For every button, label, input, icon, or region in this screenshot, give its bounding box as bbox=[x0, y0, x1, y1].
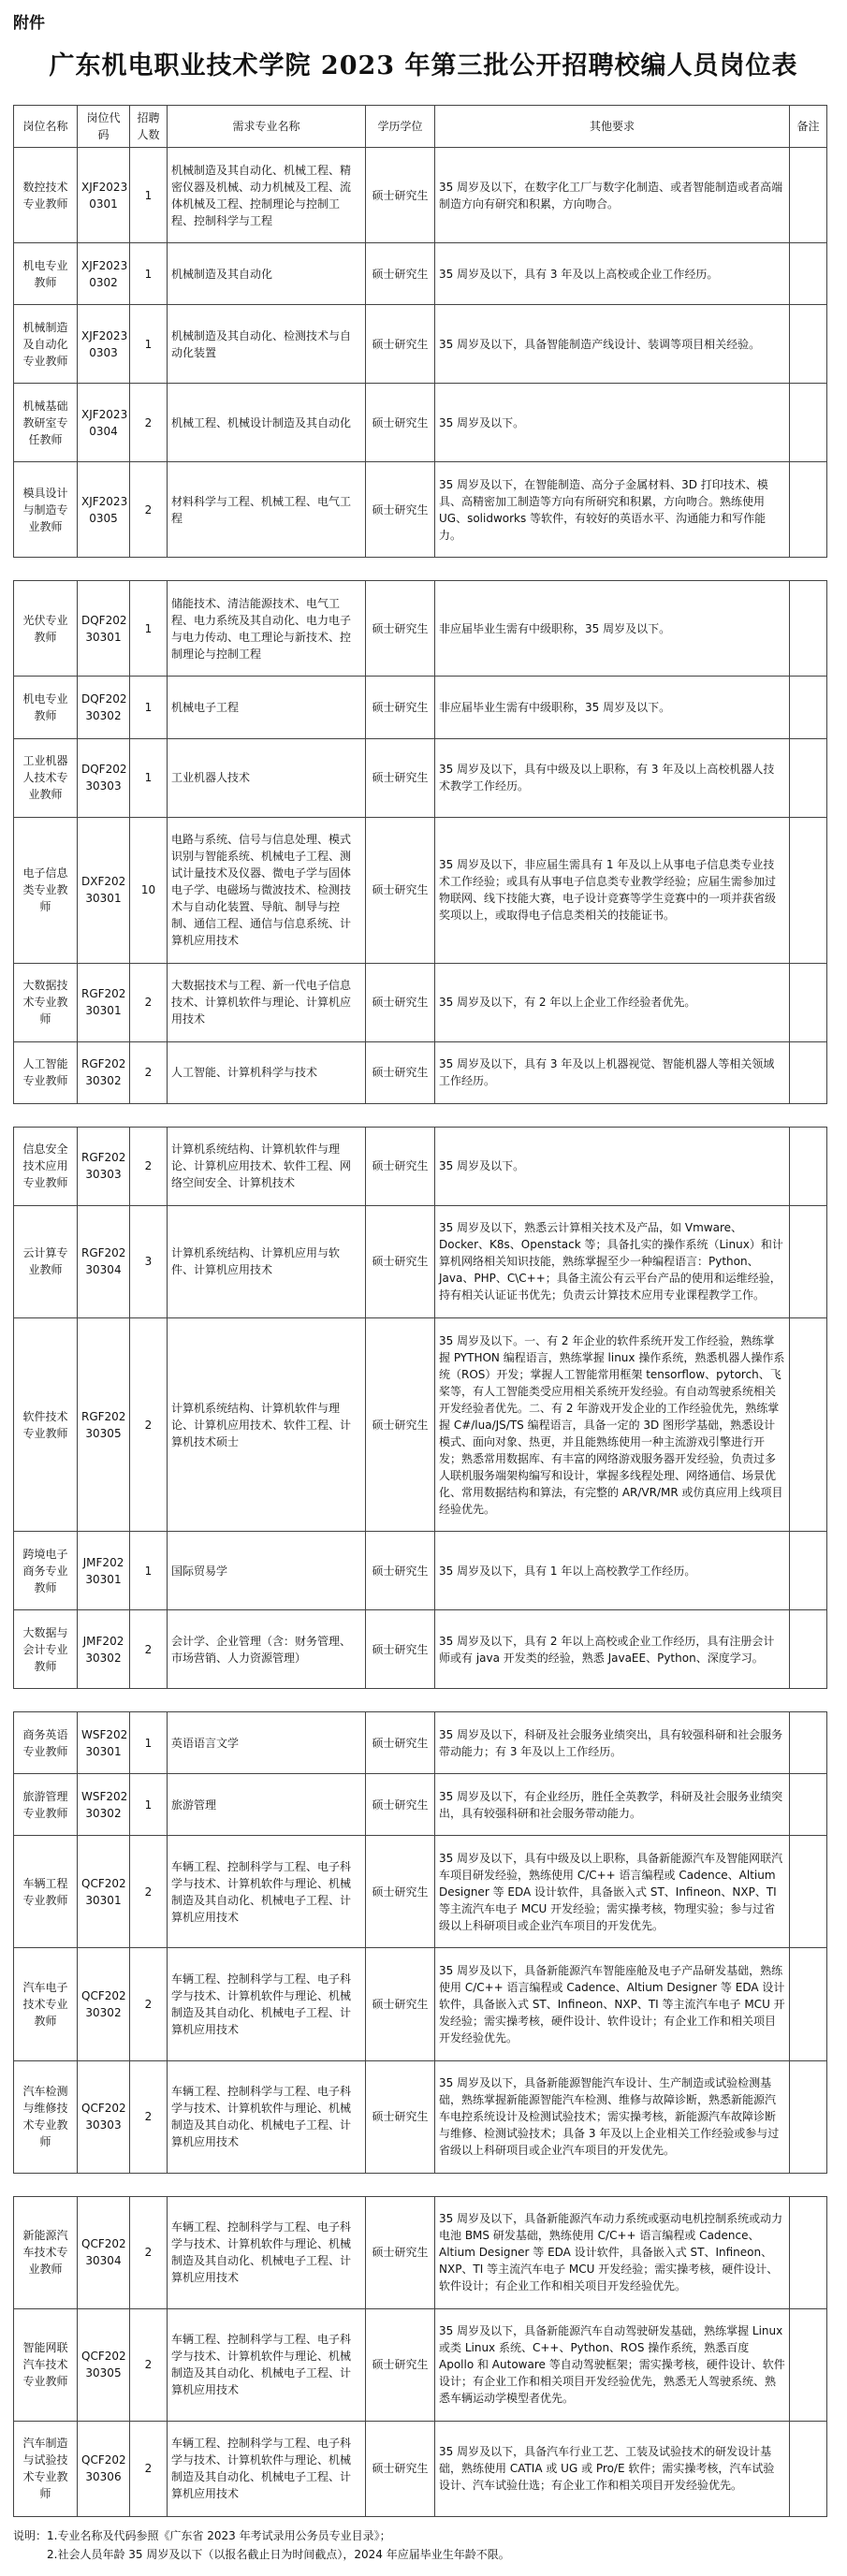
table-row bbox=[14, 963, 827, 1041]
cell-position-code: XJF2023 0303 bbox=[78, 305, 130, 384]
table-row bbox=[14, 677, 827, 738]
cell-position-name: 车辆工程专业教师 bbox=[14, 1836, 78, 1948]
footer-note-1: 说明：1.专业名称及代码参照《广东省 2023 年考试录用公务员专业目录》； bbox=[13, 2529, 391, 2542]
table-row bbox=[14, 738, 827, 817]
cell-notes bbox=[790, 1712, 827, 1774]
cell-position-code: QCF202 30303 bbox=[78, 2060, 130, 2173]
cell-headcount: 2 bbox=[130, 2060, 168, 2173]
cell-position-code: RGF202 30304 bbox=[78, 1205, 130, 1317]
cell-position-name: 新能源汽车技术专业教师 bbox=[14, 2196, 78, 2308]
table-row bbox=[14, 581, 827, 677]
cell-major: 车辆工程、控制科学与工程、电子科学与技术、计算机软件与理论、机械制造及其自动化、机械电子工程、计算机应用技术 bbox=[168, 1948, 366, 2060]
cell-headcount: 1 bbox=[130, 1532, 168, 1610]
cell-position-code: QCF202 30301 bbox=[78, 1836, 130, 1948]
cell-position-code: XJF2023 0304 bbox=[78, 384, 130, 462]
cell-notes bbox=[790, 738, 827, 817]
cell-notes bbox=[790, 677, 827, 738]
cell-requirements: 35 周岁及以下，有企业经历，胜任全英教学，科研及社会服务业绩突出，具有较强科研和社会服务带动能力。 bbox=[435, 1774, 790, 1836]
cell-major: 计算机系统结构、计算机软件与理论、计算机应用技术、软件工程、计算机技术硕士 bbox=[168, 1318, 366, 1532]
cell-notes bbox=[790, 1836, 827, 1948]
cell-position-code: WSF202 30302 bbox=[78, 1774, 130, 1836]
cell-requirements: 35 周岁及以下，具有中级及以上职称，具备新能源汽车及智能网联汽车项目研发经验，熟练使用 C/C++ 语言编程或 Cadence、Altium Designer 等 EDA 设计软件，具备嵌入式 ST、Infineon、NXP、TI 等主流汽车电子 MCU 开发经验；需实操考核，物理实验；参与过省级以上科研项目或企业汽车项目的开发优先。 bbox=[435, 1836, 790, 1948]
cell-degree: 硕士研究生 bbox=[366, 1318, 435, 1532]
cell-headcount: 1 bbox=[130, 677, 168, 738]
cell-degree: 硕士研究生 bbox=[366, 1041, 435, 1103]
cell-degree: 硕士研究生 bbox=[366, 1610, 435, 1689]
header-requirements: 其他要求 bbox=[435, 106, 790, 148]
cell-headcount: 2 bbox=[130, 2308, 168, 2421]
cell-position-code: DQF202 30302 bbox=[78, 677, 130, 738]
table-row bbox=[14, 817, 827, 963]
cell-requirements: 35 周岁及以下，在数字化工厂与数字化制造、或者智能制造或者高端制造方向有研究和积累，方向吻合。 bbox=[435, 148, 790, 243]
cell-requirements: 35 周岁及以下，具有 3 年及以上高校或企业工作经历。 bbox=[435, 243, 790, 305]
cell-headcount: 3 bbox=[130, 1205, 168, 1317]
cell-notes bbox=[790, 2196, 827, 2308]
cell-degree: 硕士研究生 bbox=[366, 738, 435, 817]
cell-requirements: 35 周岁及以下，熟悉云计算相关技术及产品，如 Vmware、Docker、K8s、Openstack 等；具备扎实的操作系统（Linux）和计算机网络相关知识技能，熟练掌握至少一种编程语言：Python、Java、PHP、C\C++；具备主流公有云平台产品的使用和运维经验，持有相关认证证书优先；负责云计算技术应用专业课程教学工作。 bbox=[435, 1205, 790, 1317]
cell-requirements: 35 周岁及以下。一、有 2 年企业的软件系统开发工作经验，熟练掌握 PYTHON 编程语言，熟练掌握 linux 操作系统，熟悉机器人操作系统（ROS）开发；掌握人工智能常用框架 tensorflow、pytorch、飞桨等，有人工智能类受应用相关系统开发经验。有自动驾驶系统相关开发经验者优先。二、有 2 年游戏开发企业的工作经验优先，熟练掌握 C#/lua/JS/TS 编程语言，具备一定的 3D 图形学基础，熟悉设计模式、面向对象、热更，并且能熟练使用一种主流游戏引擎进行开发；熟悉常用数据库、有丰富的网络游戏服务器开发经验，负责过多人联机服务端架构编写和设计，掌握多线程处理、网络通信、场景优化、常用数据结构和算法，有完整的 AR/VR/MR 或仿真应用上线项目经验优先。 bbox=[435, 1318, 790, 1532]
cell-major: 工业机器人技术 bbox=[168, 738, 366, 817]
cell-major: 储能技术、清洁能源技术、电气工程、电力系统及其自动化、电力电子与电力传动、电工理论与新技术、控制理论与控制工程 bbox=[168, 581, 366, 677]
cell-notes bbox=[790, 243, 827, 305]
cell-position-name: 模具设计与制造专业教师 bbox=[14, 462, 78, 558]
cell-position-code: JMF202 30302 bbox=[78, 1610, 130, 1689]
cell-position-code: XJF2023 0302 bbox=[78, 243, 130, 305]
cell-position-code: RGF202 30305 bbox=[78, 1318, 130, 1532]
cell-degree: 硕士研究生 bbox=[366, 243, 435, 305]
cell-major: 机械制造及其自动化、机械工程、精密仪器及机械、动力机械及工程、流体机械及工程、控制理论与控制工程、控制科学与工程 bbox=[168, 148, 366, 243]
cell-position-code: DQF202 30303 bbox=[78, 738, 130, 817]
cell-position-name: 机电专业教师 bbox=[14, 677, 78, 738]
cell-requirements: 35 周岁及以下。 bbox=[435, 1127, 790, 1205]
cell-notes bbox=[790, 1127, 827, 1205]
cell-requirements: 35 周岁及以下，在智能制造、高分子金属材料、3D 打印技术、模具、高精密加工制造等方向有所研究和积累，方向吻合。熟练使用 UG、solidworks 等软件，有较好的英语水平、沟通能力和写作能力。 bbox=[435, 462, 790, 558]
table-row bbox=[14, 2196, 827, 2308]
cell-requirements: 35 周岁及以下，具备智能制造产线设计、装调等项目相关经验。 bbox=[435, 305, 790, 384]
header-major: 需求专业名称 bbox=[168, 106, 366, 148]
cell-notes bbox=[790, 1948, 827, 2060]
cell-position-code: RGF202 30302 bbox=[78, 1041, 130, 1103]
cell-headcount: 10 bbox=[130, 817, 168, 963]
cell-requirements: 35 周岁及以下，具备汽车行业工艺、工装及试验技术的研发设计基础，熟练使用 CATIA 或 UG 或 Pro/E 软件；需实操考核，汽车试验设计、汽车试验仕选；有企业工作和相关项目开发经验优先。 bbox=[435, 2421, 790, 2516]
table-row bbox=[14, 1948, 827, 2060]
cell-headcount: 1 bbox=[130, 581, 168, 677]
cell-degree: 硕士研究生 bbox=[366, 2196, 435, 2308]
cell-degree: 硕士研究生 bbox=[366, 1532, 435, 1610]
cell-position-name: 汽车电子技术专业教师 bbox=[14, 1948, 78, 2060]
table-row bbox=[14, 1127, 827, 1205]
cell-notes bbox=[790, 2308, 827, 2421]
cell-headcount: 2 bbox=[130, 963, 168, 1041]
cell-requirements: 35 周岁及以下，具备新能源汽车自动驾驶研发基础，熟练掌握 Linux 或类 Linux 系统、C++、Python、ROS 操作系统，熟悉百度 Apollo 和 Autoware 等自动驾驶框架；需实操考核，硬件设计、软件设计；有企业工作和相关项目开发经验优先，熟悉无人驾驶系统、熟悉车辆运动学模型者优先。 bbox=[435, 2308, 790, 2421]
cell-position-name: 机电专业教师 bbox=[14, 243, 78, 305]
footer-notes bbox=[13, 2526, 510, 2564]
cell-position-name: 云计算专业教师 bbox=[14, 1205, 78, 1317]
cell-position-code: RGF202 30301 bbox=[78, 963, 130, 1041]
cell-major: 车辆工程、控制科学与工程、电子科学与技术、计算机软件与理论、机械制造及其自动化、机械电子工程、计算机应用技术 bbox=[168, 2421, 366, 2516]
table-row bbox=[14, 148, 827, 243]
cell-degree: 硕士研究生 bbox=[366, 305, 435, 384]
table-row bbox=[14, 2308, 827, 2421]
cell-headcount: 1 bbox=[130, 305, 168, 384]
cell-major: 车辆工程、控制科学与工程、电子科学与技术、计算机软件与理论、机械制造及其自动化、机械电子工程、计算机应用技术 bbox=[168, 2196, 366, 2308]
cell-notes bbox=[790, 148, 827, 243]
cell-requirements: 非应届毕业生需有中级职称，35 周岁及以下。 bbox=[435, 677, 790, 738]
cell-position-name: 信息安全技术应用专业教师 bbox=[14, 1127, 78, 1205]
page-break-spacer bbox=[14, 1689, 827, 1712]
cell-headcount: 2 bbox=[130, 1318, 168, 1532]
cell-position-name: 商务英语专业教师 bbox=[14, 1712, 78, 1774]
cell-position-code: XJF2023 0301 bbox=[78, 148, 130, 243]
cell-degree: 硕士研究生 bbox=[366, 1948, 435, 2060]
header-position-name: 岗位名称 bbox=[14, 106, 78, 148]
cell-degree: 硕士研究生 bbox=[366, 1127, 435, 1205]
cell-major: 机械制造及其自动化 bbox=[168, 243, 366, 305]
cell-requirements: 35 周岁及以下，具有 1 年以上高校教学工作经历。 bbox=[435, 1532, 790, 1610]
cell-major: 机械电子工程 bbox=[168, 677, 366, 738]
table-row bbox=[14, 305, 827, 384]
cell-requirements: 35 周岁及以下，具备新能源智能汽车设计、生产制造或试验检测基础，熟练掌握新能源智能汽车检测、维修与故障诊断，熟悉新能源汽车电控系统设计及检测试验技术；需实操考核，新能源汽车故障诊断与维修、检测试验技术；具备 3 年及以上企业相关工作经验或参与过省级以上科研项目或企业汽车项目的开发优先。 bbox=[435, 2060, 790, 2173]
cell-notes bbox=[790, 2421, 827, 2516]
cell-headcount: 1 bbox=[130, 243, 168, 305]
page-break-spacer bbox=[14, 558, 827, 581]
cell-major: 国际贸易学 bbox=[168, 1532, 366, 1610]
cell-major: 大数据技术与工程、新一代电子信息技术、计算机软件与理论、计算机应用技术 bbox=[168, 963, 366, 1041]
table-row bbox=[14, 1610, 827, 1689]
table-row bbox=[14, 1041, 827, 1103]
cell-degree: 硕士研究生 bbox=[366, 384, 435, 462]
cell-position-code: WSF202 30301 bbox=[78, 1712, 130, 1774]
cell-position-name: 数控技术专业教师 bbox=[14, 148, 78, 243]
header-position-code: 岗位代码 bbox=[78, 106, 130, 148]
cell-degree: 硕士研究生 bbox=[366, 1712, 435, 1774]
cell-notes bbox=[790, 462, 827, 558]
cell-position-name: 智能网联汽车技术专业教师 bbox=[14, 2308, 78, 2421]
cell-degree: 硕士研究生 bbox=[366, 2421, 435, 2516]
header-headcount: 招聘人数 bbox=[130, 106, 168, 148]
cell-major: 车辆工程、控制科学与工程、电子科学与技术、计算机软件与理论、机械制造及其自动化、机械电子工程、计算机应用技术 bbox=[168, 2308, 366, 2421]
cell-position-name: 光伏专业教师 bbox=[14, 581, 78, 677]
cell-notes bbox=[790, 384, 827, 462]
table-row bbox=[14, 1836, 827, 1948]
table-row bbox=[14, 1318, 827, 1532]
positions-table bbox=[13, 105, 827, 2517]
cell-requirements: 35 周岁及以下，非应届生需具有 1 年及以上从事电子信息类专业技术工作经验；或具有从事电子信息类专业教学经验；应届生需参加过物联网、线下技能大赛，电子设计竞赛等学生竞赛中的一项并获省级奖项以上，或取得电子信息类相关的技能证书。 bbox=[435, 817, 790, 963]
cell-notes bbox=[790, 1041, 827, 1103]
cell-headcount: 1 bbox=[130, 1774, 168, 1836]
page-break-gap bbox=[14, 2173, 827, 2196]
cell-major: 车辆工程、控制科学与工程、电子科学与技术、计算机软件与理论、机械制造及其自动化、机械电子工程、计算机应用技术 bbox=[168, 1836, 366, 1948]
table-row bbox=[14, 1712, 827, 1774]
cell-notes bbox=[790, 1205, 827, 1317]
cell-major: 机械制造及其自动化、检测技术与自动化装置 bbox=[168, 305, 366, 384]
cell-position-code: JMF202 30301 bbox=[78, 1532, 130, 1610]
cell-notes bbox=[790, 1610, 827, 1689]
cell-position-name: 汽车检测与维修技术专业教师 bbox=[14, 2060, 78, 2173]
cell-degree: 硕士研究生 bbox=[366, 817, 435, 963]
cell-major: 人工智能、计算机科学与技术 bbox=[168, 1041, 366, 1103]
cell-position-name: 人工智能专业教师 bbox=[14, 1041, 78, 1103]
cell-position-code: QCF202 30304 bbox=[78, 2196, 130, 2308]
header-degree: 学历学位 bbox=[366, 106, 435, 148]
cell-position-name: 跨境电子商务专业教师 bbox=[14, 1532, 78, 1610]
cell-notes bbox=[790, 817, 827, 963]
cell-requirements: 35 周岁及以下。 bbox=[435, 384, 790, 462]
cell-headcount: 2 bbox=[130, 1041, 168, 1103]
cell-position-name: 工业机器人技术专业教师 bbox=[14, 738, 78, 817]
cell-position-name: 机械基础教研室专任教师 bbox=[14, 384, 78, 462]
cell-position-name: 旅游管理专业教师 bbox=[14, 1774, 78, 1836]
cell-degree: 硕士研究生 bbox=[366, 963, 435, 1041]
cell-headcount: 2 bbox=[130, 2421, 168, 2516]
cell-headcount: 2 bbox=[130, 1610, 168, 1689]
cell-position-name: 软件技术专业教师 bbox=[14, 1318, 78, 1532]
table-row bbox=[14, 384, 827, 462]
cell-notes bbox=[790, 1532, 827, 1610]
cell-requirements: 35 周岁及以下，具备新能源汽车智能座舱及电子产品研发基础，熟练使用 C/C++ 语言编程或 Cadence、Altium Designer 等 EDA 设计软件，具备嵌入式 ST、Infineon、NXP、TI 等主流汽车电子 MCU 开发经验；需实操考核，硬件设计、软件设计；有企业工作和相关项目开发经验优先。 bbox=[435, 1948, 790, 2060]
cell-position-code: QCF202 30306 bbox=[78, 2421, 130, 2516]
cell-position-code: XJF2023 0305 bbox=[78, 462, 130, 558]
cell-headcount: 2 bbox=[130, 462, 168, 558]
cell-headcount: 2 bbox=[130, 1836, 168, 1948]
table-row bbox=[14, 2060, 827, 2173]
table-row bbox=[14, 1532, 827, 1610]
cell-requirements: 35 周岁及以下，具有 2 年以上高校或企业工作经历，具有注册会计师或有 java 开发类的经验，熟悉 JavaEE、Python、深度学习。 bbox=[435, 1610, 790, 1689]
cell-position-name: 大数据技术专业教师 bbox=[14, 963, 78, 1041]
table-header-row bbox=[14, 106, 827, 148]
cell-major: 计算机系统结构、计算机软件与理论、计算机应用技术、软件工程、网络空间安全、计算机技术 bbox=[168, 1127, 366, 1205]
cell-degree: 硕士研究生 bbox=[366, 462, 435, 558]
cell-position-name: 电子信息类专业教师 bbox=[14, 817, 78, 963]
cell-requirements: 35 周岁及以下，具备新能源汽车动力系统或驱动电机控制系统或动力电池 BMS 研发基础，熟练使用 C/C++ 语言编程或 Cadence、Altium Designer 等 EDA 设计软件，具备嵌入式 ST、Infineon、NXP、TI 等主流汽车电子 MCU 开发经验；需实操考核，硬件设计、软件设计；有企业工作和相关项目开发经验优先。 bbox=[435, 2196, 790, 2308]
cell-headcount: 2 bbox=[130, 2196, 168, 2308]
cell-degree: 硕士研究生 bbox=[366, 148, 435, 243]
cell-headcount: 1 bbox=[130, 738, 168, 817]
cell-position-code: RGF202 30303 bbox=[78, 1127, 130, 1205]
page-break-gap bbox=[14, 1103, 827, 1127]
cell-requirements: 35 周岁及以下，具有 3 年及以上机器视觉、智能机器人等相关领域工作经历。 bbox=[435, 1041, 790, 1103]
cell-headcount: 2 bbox=[130, 1127, 168, 1205]
header-notes: 备注 bbox=[790, 106, 827, 148]
cell-degree: 硕士研究生 bbox=[366, 677, 435, 738]
page-break-spacer bbox=[14, 1103, 827, 1127]
table-row bbox=[14, 243, 827, 305]
cell-position-code: DQF202 30301 bbox=[78, 581, 130, 677]
page-break-gap bbox=[14, 558, 827, 581]
cell-degree: 硕士研究生 bbox=[366, 1836, 435, 1948]
table-row bbox=[14, 462, 827, 558]
page-title: 广东机电职业技术学院 2023 年第三批公开招聘校编人员岗位表 bbox=[49, 51, 798, 80]
cell-major: 会计学、企业管理（含：财务管理、市场营销、人力资源管理） bbox=[168, 1610, 366, 1689]
cell-notes bbox=[790, 963, 827, 1041]
cell-major: 车辆工程、控制科学与工程、电子科学与技术、计算机软件与理论、机械制造及其自动化、机械电子工程、计算机应用技术 bbox=[168, 2060, 366, 2173]
table-row bbox=[14, 2421, 827, 2516]
cell-notes bbox=[790, 1318, 827, 1532]
footer-note-2: 2.社会人员年龄 35 周岁及以下（以报名截止日为时间截点），2024 年应届毕业生年龄不限。 bbox=[47, 2548, 510, 2561]
cell-requirements: 35 周岁及以下，有 2 年以上企业工作经验者优先。 bbox=[435, 963, 790, 1041]
cell-notes bbox=[790, 581, 827, 677]
cell-position-code: QCF202 30302 bbox=[78, 1948, 130, 2060]
cell-headcount: 2 bbox=[130, 1948, 168, 2060]
cell-headcount: 2 bbox=[130, 384, 168, 462]
cell-notes bbox=[790, 2060, 827, 2173]
cell-major: 计算机系统结构、计算机应用与软件、计算机应用技术 bbox=[168, 1205, 366, 1317]
attachment-label: 附件 bbox=[13, 14, 45, 33]
cell-major: 机械工程、机械设计制造及其自动化 bbox=[168, 384, 366, 462]
cell-requirements: 非应届毕业生需有中级职称，35 周岁及以下。 bbox=[435, 581, 790, 677]
page-break-gap bbox=[14, 1689, 827, 1712]
table-body bbox=[14, 148, 827, 2517]
cell-degree: 硕士研究生 bbox=[366, 1205, 435, 1317]
cell-position-code: DXF202 30301 bbox=[78, 817, 130, 963]
cell-major: 电路与系统、信号与信息处理、模式识别与智能系统、机械电子工程、测试计量技术及仪器、微电子学与固体电子学、电磁场与微波技术、检测技术与自动化装置、导航、制导与控制、通信工程、通信与信息系统、计算机应用技术 bbox=[168, 817, 366, 963]
cell-major: 英语语言文学 bbox=[168, 1712, 366, 1774]
cell-major: 旅游管理 bbox=[168, 1774, 366, 1836]
positions-table-wrapper bbox=[13, 105, 826, 2517]
cell-notes bbox=[790, 305, 827, 384]
cell-degree: 硕士研究生 bbox=[366, 1774, 435, 1836]
cell-position-name: 汽车制造与试验技术专业教师 bbox=[14, 2421, 78, 2516]
cell-degree: 硕士研究生 bbox=[366, 2308, 435, 2421]
table-row bbox=[14, 1205, 827, 1317]
cell-headcount: 1 bbox=[130, 1712, 168, 1774]
cell-degree: 硕士研究生 bbox=[366, 2060, 435, 2173]
cell-position-name: 机械制造及自动化专业教师 bbox=[14, 305, 78, 384]
cell-notes bbox=[790, 1774, 827, 1836]
cell-position-code: QCF202 30305 bbox=[78, 2308, 130, 2421]
cell-headcount: 1 bbox=[130, 148, 168, 243]
cell-degree: 硕士研究生 bbox=[366, 581, 435, 677]
cell-major: 材料科学与工程、机械工程、电气工程 bbox=[168, 462, 366, 558]
cell-requirements: 35 周岁及以下，科研及社会服务业绩突出，具有较强科研和社会服务带动能力；有 3 年及以上工作经历。 bbox=[435, 1712, 790, 1774]
cell-requirements: 35 周岁及以下，具有中级及以上职称，有 3 年及以上高校机器人技术教学工作经历。 bbox=[435, 738, 790, 817]
page-break-spacer bbox=[14, 2173, 827, 2196]
table-row bbox=[14, 1774, 827, 1836]
cell-position-name: 大数据与会计专业教师 bbox=[14, 1610, 78, 1689]
